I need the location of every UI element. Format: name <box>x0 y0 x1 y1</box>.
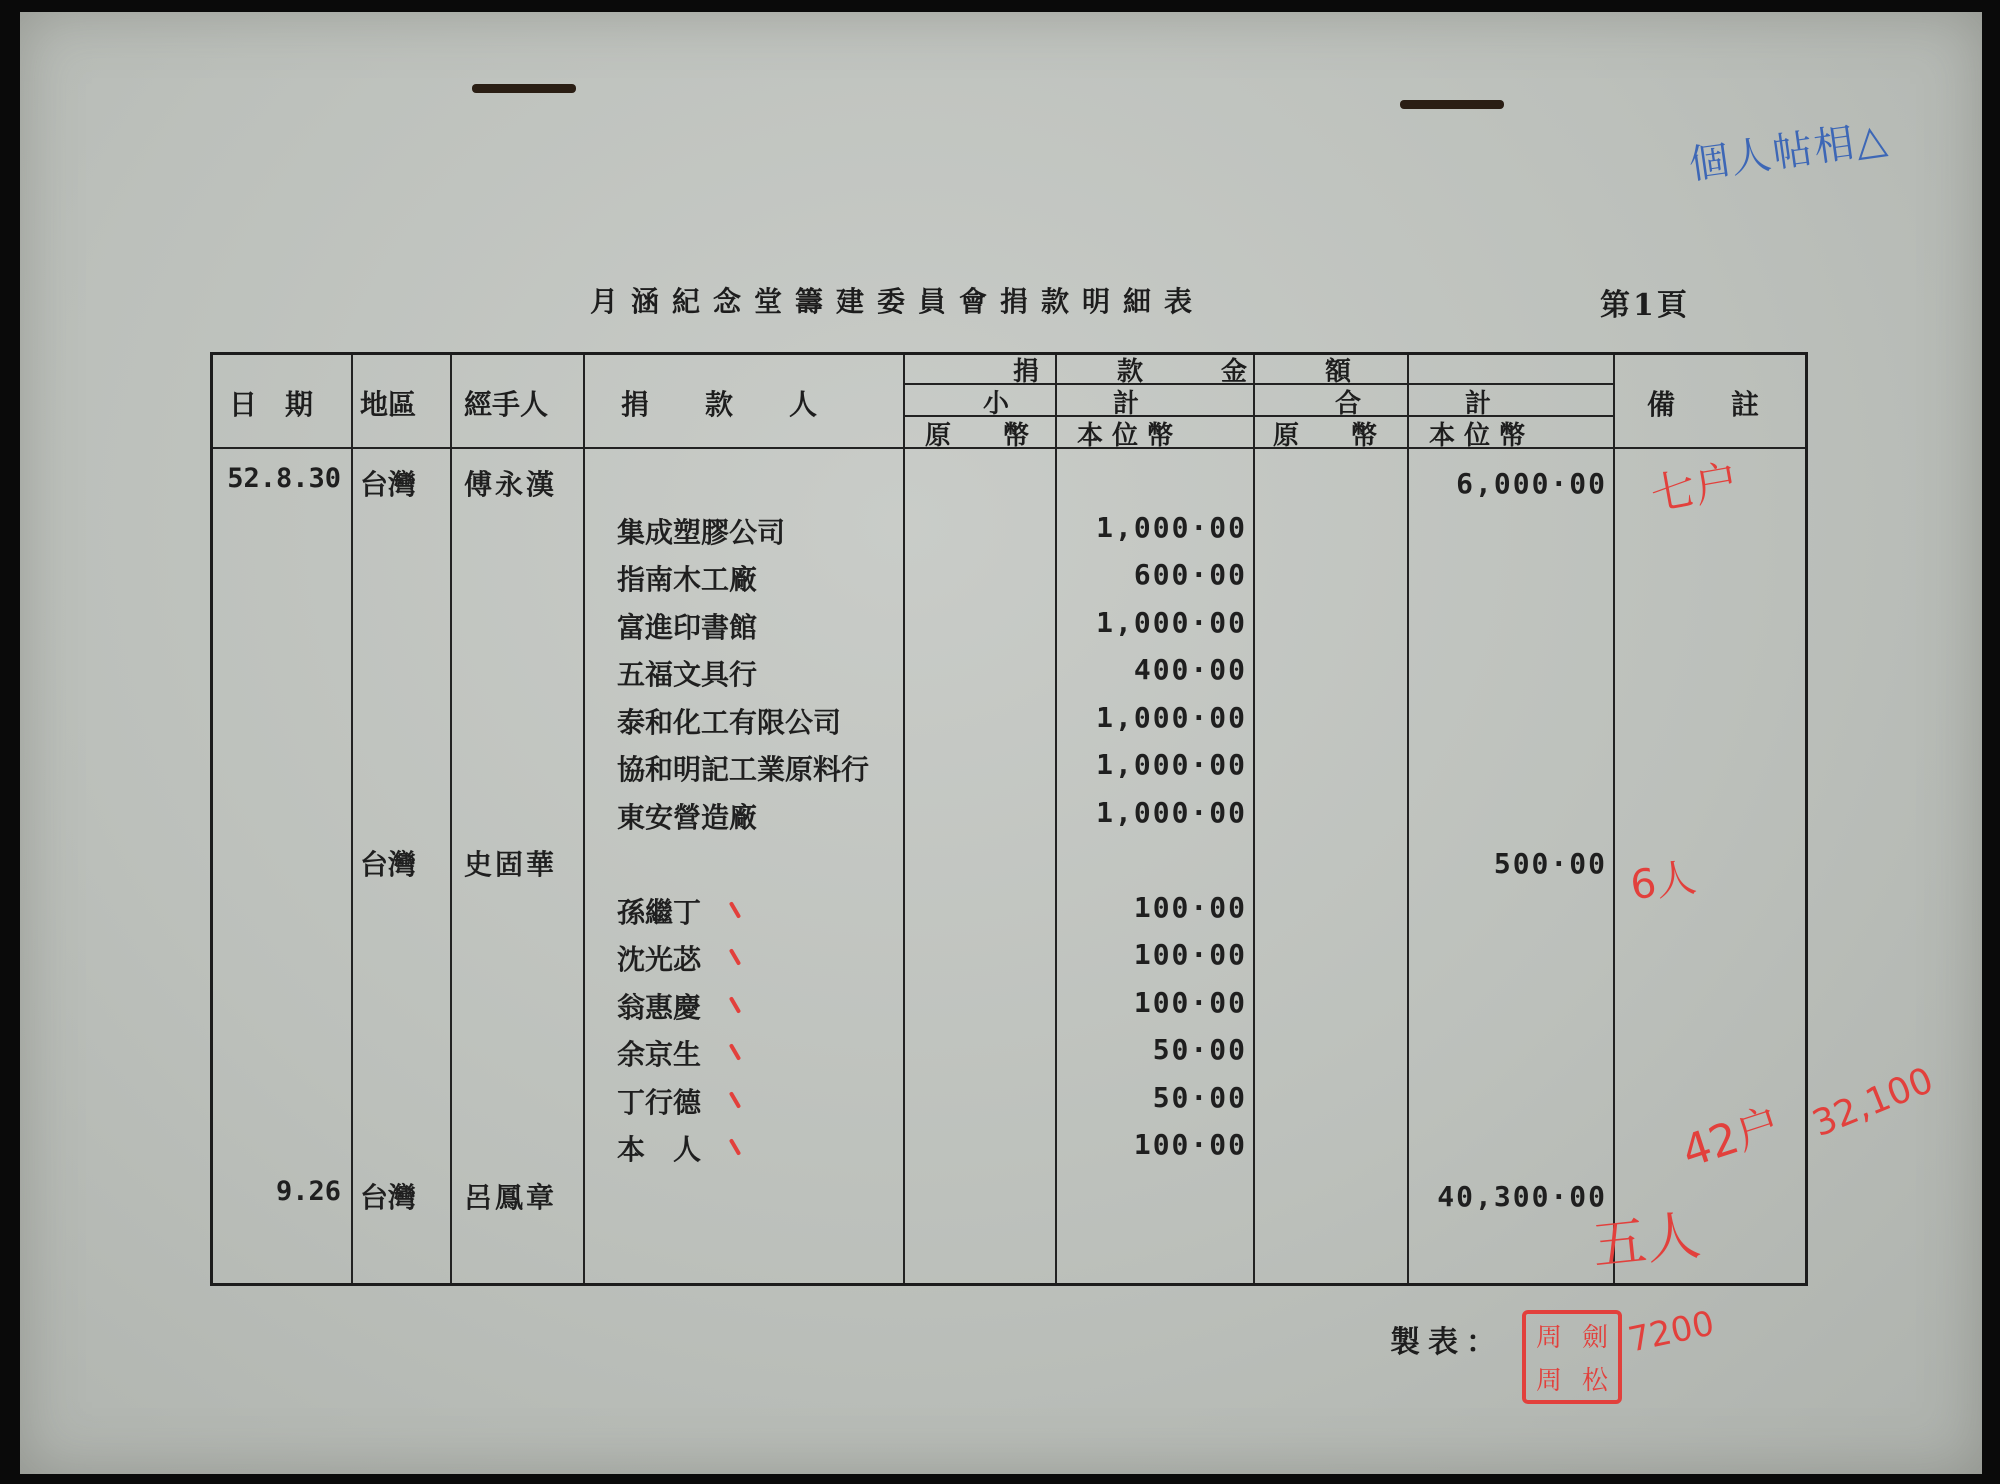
row-region: 台灣 <box>360 468 417 501</box>
row-subtotal: 1,000·00 <box>1096 510 1247 544</box>
header-amount-group: 捐 款 金 額 <box>1013 357 1352 387</box>
header-handler: 經手人 <box>464 388 549 421</box>
row-donor: 泰和化工有限公司 <box>617 705 842 739</box>
red-annotation: 6人 <box>1627 854 1699 910</box>
maker-label: 製表： <box>1390 1325 1504 1360</box>
row-donor: 本 人 <box>617 1133 702 1166</box>
red-check-mark <box>729 901 741 919</box>
document-paper <box>20 12 1982 1474</box>
red-annotation: 7200 <box>1624 1303 1718 1361</box>
row-total: 500·00 <box>1493 847 1607 880</box>
row-donor: 五福文具行 <box>617 658 758 691</box>
row-subtotal: 100·00 <box>1133 985 1247 1019</box>
row-subtotal: 1,000·00 <box>1096 748 1247 781</box>
seal-char: 周 <box>1535 1323 1562 1353</box>
header-region: 地區 <box>360 388 417 421</box>
col-divider <box>450 355 452 1283</box>
red-check-mark <box>729 1043 741 1061</box>
row-donor: 集成塑膠公司 <box>617 515 786 549</box>
header-orig-currency: 原 幣 <box>1273 421 1378 451</box>
page-number: 第1頁 <box>1600 288 1690 323</box>
staple-mark-left <box>472 84 576 93</box>
col-divider <box>351 355 353 1283</box>
red-seal-stamp <box>1522 1310 1622 1404</box>
row-region: 台灣 <box>360 848 417 881</box>
row-donor: 孫繼丁 <box>617 895 702 929</box>
red-check-mark <box>729 948 741 966</box>
row-handler: 呂鳳章 <box>464 1180 558 1214</box>
red-check-mark <box>729 1138 741 1156</box>
red-annotation: 42户 <box>1675 1098 1787 1178</box>
row-donor: 指南木工廠 <box>617 563 758 596</box>
red-annotation: 32,100 <box>1806 1059 1940 1146</box>
row-donor: 翁惠慶 <box>617 990 702 1024</box>
col-divider <box>1253 355 1255 1283</box>
staple-mark-right <box>1400 100 1504 109</box>
header-local-currency: 本 位 幣 <box>1077 421 1174 451</box>
handwritten-blue-note: 個人帖相△ <box>1686 115 1892 189</box>
row-subtotal: 1,000·00 <box>1096 795 1247 829</box>
row-donor: 富進印書館 <box>617 610 758 644</box>
donation-table <box>210 352 1808 1286</box>
col-divider <box>1613 355 1615 1283</box>
row-handler: 傅永漢 <box>464 468 558 501</box>
row-subtotal: 100·00 <box>1133 890 1247 924</box>
row-subtotal: 100·00 <box>1133 1128 1247 1161</box>
header-local-currency: 本 位 幣 <box>1429 421 1526 451</box>
row-donor: 余京生 <box>617 1038 702 1071</box>
header-date: 日 期 <box>229 388 314 421</box>
row-date: 9.26 <box>275 1175 341 1207</box>
row-subtotal: 600·00 <box>1133 558 1247 591</box>
row-subtotal: 1,000·00 <box>1096 605 1247 639</box>
row-total: 6,000·00 <box>1456 467 1607 500</box>
red-check-mark <box>729 1091 741 1109</box>
header-donor: 捐 款 人 <box>621 388 818 421</box>
col-divider <box>903 355 905 1283</box>
row-subtotal: 1,000·00 <box>1096 700 1247 734</box>
row-subtotal: 100·00 <box>1133 938 1247 971</box>
row-subtotal: 50·00 <box>1152 1033 1247 1066</box>
header-subtotal: 小 計 <box>983 389 1140 419</box>
red-check-mark <box>729 996 741 1014</box>
row-donor: 沈光苾 <box>617 943 702 976</box>
row-donor: 丁行德 <box>617 1085 702 1119</box>
row-date: 52.8.30 <box>227 463 341 494</box>
seal-char: 周 <box>1535 1366 1562 1396</box>
seal-char: 劍 <box>1581 1323 1608 1353</box>
row-donor: 東安營造廠 <box>617 800 758 834</box>
seal-characters <box>1526 1314 1618 1400</box>
seal-char: 松 <box>1581 1366 1608 1396</box>
row-subtotal: 400·00 <box>1133 653 1247 686</box>
row-region: 台灣 <box>360 1180 417 1214</box>
row-handler: 史固華 <box>464 848 558 881</box>
header-remarks: 備 註 <box>1647 388 1760 421</box>
red-annotation: 五人 <box>1589 1203 1704 1278</box>
col-divider <box>583 355 585 1283</box>
row-donor: 協和明記工業原料行 <box>617 753 870 786</box>
header-orig-currency: 原 幣 <box>925 421 1030 451</box>
row-subtotal: 50·00 <box>1152 1080 1247 1114</box>
page-title: 月涵紀念堂籌建委員會捐款明細表 <box>590 285 1206 318</box>
red-annotation: 七户 <box>1647 455 1743 522</box>
header-total: 合 計 <box>1335 389 1492 419</box>
row-total: 40,300·00 <box>1437 1179 1607 1213</box>
